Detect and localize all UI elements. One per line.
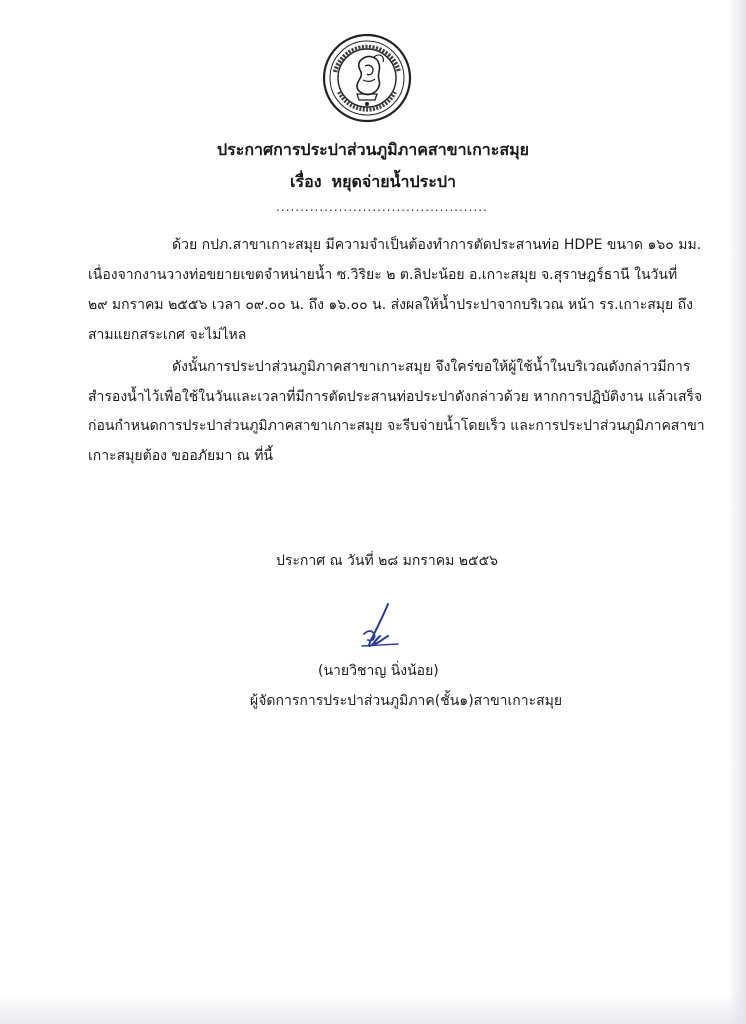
title-divider: ............................................: [276, 200, 488, 214]
paragraph1-line4: สามแยกสระเกศ จะไม่ไหล: [88, 327, 247, 343]
subject-label: เรื่อง: [290, 172, 322, 191]
page-bottom-shadow: [0, 994, 746, 1024]
signature-icon: [358, 600, 402, 652]
paragraph1-line2: เนื่องจากงานวางท่อขยายเขตจำหน่ายน้ำ ซ.วิริยะ ๒ ต.ลิปะน้อย อ.เกาะสมุย จ.สุราษฎร์ธานี ในวันที่: [88, 267, 678, 283]
subject-text: หยุดจ่ายน้ำประปา: [331, 172, 456, 191]
paragraph2-line1: ดังนั้นการประปาส่วนภูมิภาคสาขาเกาะสมุย จึงใคร่ขอให้ผู้ใช้น้ำในบริเวณดังกล่าวมีการ: [172, 359, 691, 375]
document-title: ประกาศการประปาส่วนภูมิภาคสาขาเกาะสมุย: [216, 140, 530, 159]
signer-title: ผู้จัดการการประปาส่วนภูมิภาค(ชั้น๑)สาขาเกาะสมุย: [250, 693, 563, 709]
paragraph1-line1: ด้วย กปภ.สาขาเกาะสมุย มีความจำเป็นต้องทำการตัดประสานท่อ HDPE ขนาด ๑๖๐ มม.: [172, 237, 702, 253]
announcement-date: ประกาศ ณ วันที่ ๒๘ มกราคม ๒๕๕๖: [276, 553, 499, 569]
paragraph2-line2: สำรองน้ำไว้เพื่อใช้ในวันและเวลาที่มีการตัดประสานท่อประปาดังกล่าวด้วย หากการปฏิบัติงาน แล้วเสร็จ: [88, 389, 703, 405]
signer-name: (นายวิชาญ นิ่งน้อย): [318, 663, 439, 679]
paragraph2-line4: เกาะสมุยต้อง ขออภัยมา ณ ที่นี้: [88, 448, 274, 464]
pwa-seal-icon: [321, 32, 413, 124]
paragraph1-line3: ๒๙ มกราคม ๒๕๕๖ เวลา ๐๙.๐๐ น. ถึง ๑๖.๐๐ น. ส่งผลให้น้ำประปาจากบริเวณ หน้า รร.เกาะสมุย ถึง: [88, 297, 693, 313]
document-subject: [0, 170, 746, 195]
paragraph2-line3: ก่อนกำหนดการประปาส่วนภูมิภาคสาขาเกาะสมุย จะรีบจ่ายน้ำโดยเร็ว และการประปาส่วนภูมิภาคสาขา: [88, 418, 705, 434]
